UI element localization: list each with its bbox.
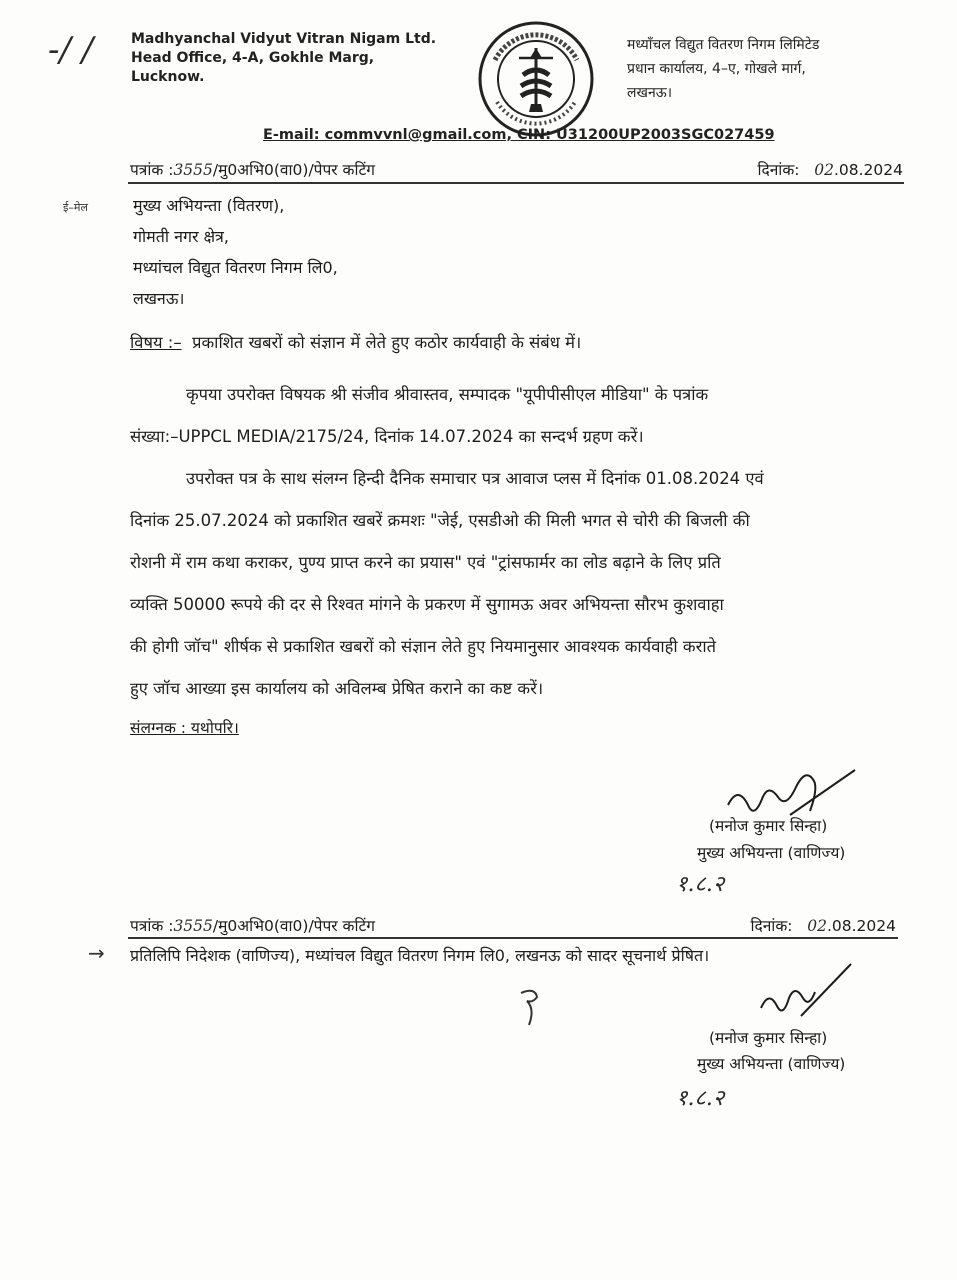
- addressee-line-2: गोमती नगर क्षेत्र,: [133, 227, 229, 246]
- letter-no-handwritten: 3555: [173, 161, 213, 179]
- letterhead-hindi: [627, 33, 819, 105]
- para2-line1: उपरोक्त पत्र के साथ संलग्न हिन्दी दैनिक समाचार पत्र आवाज प्लस में दिनांक 01.08.2024 एवं: [186, 469, 764, 488]
- para2-line4: व्यक्ति 50000 रूपये की दर से रिश्वत मांगने के प्रकरण में सुगामऊ अवर अभियन्ता सौरभ कुशवाहा: [130, 595, 724, 614]
- org-name-hi: मध्यॉंचल विद्युत वितरण निगम लिमिटेड: [627, 37, 820, 53]
- para2-line6: हुए जॉच आख्या इस कार्यालय को अविलम्ब प्रेषित कराने का कष्ट करें।: [130, 679, 544, 698]
- signature-2-icon: [755, 960, 855, 1022]
- addressee-line-4: लखनऊ।: [133, 289, 185, 308]
- date-label-2: दिनांक:: [750, 917, 793, 935]
- para2-line2: दिनांक 25.07.2024 को प्रकाशित खबरें क्रमशः "जेई, एसडीओ की मिली भगत से चोरी की बिजली की: [130, 511, 750, 530]
- arrow-right-icon: →: [88, 941, 105, 965]
- date-handwritten: 02: [814, 161, 834, 179]
- para2-line3: रोशनी में राम कथा कराकर, पुण्य प्राप्त करने का प्रयास" एवं "ट्रांसफार्मर का लोड बढ़ाने के लिए प्रति: [130, 553, 721, 572]
- letter-no-suffix: /मु0अभि0(वा0)/पेपर कटिंग: [212, 161, 376, 179]
- corner-mark: -/ /: [48, 30, 94, 70]
- enclosure: संलग्नक : यथोपरि।: [130, 719, 239, 737]
- signatory-1-designation: मुख्य अभियन्ता (वाणिज्य): [697, 844, 846, 862]
- reference-rule-2: [128, 937, 898, 939]
- org-address-en-2: Lucknow.: [131, 69, 205, 85]
- date-rest: .08.2024: [833, 161, 903, 179]
- org-address-en-1: Head Office, 4-A, Gokhle Marg,: [131, 50, 375, 66]
- email-tag: ई–मेल: [63, 201, 88, 214]
- date-handwritten-2: 02: [807, 917, 827, 935]
- org-address-hi-2: लखनऊ।: [627, 85, 673, 101]
- date-label: दिनांक:: [757, 161, 800, 179]
- org-name-en: Madhyanchal Vidyut Vitran Nigam Ltd.: [131, 31, 437, 47]
- letter-no-suffix-2: /मु0अभि0(वा0)/पेपर कटिंग: [212, 917, 376, 935]
- letter-no-label: पत्रांक :: [130, 161, 174, 179]
- org-address-hi-1: प्रधान कार्यालय, 4–ए, गोखले मार्ग,: [627, 61, 806, 77]
- para1-line1: कृपया उपरोक्त विषयक श्री संजीव श्रीवास्तव, सम्पादक "यूपीपीसीएल मीडिया" के पत्रांक: [186, 385, 709, 404]
- initial-mark-icon: [515, 985, 545, 1027]
- subject-label: विषय :–: [130, 333, 182, 352]
- signature-2-date-handwritten: १.८.२: [676, 1086, 725, 1111]
- signature-1-date-handwritten: १.८.२: [676, 872, 725, 897]
- signatory-2-designation: मुख्य अभियन्ता (वाणिज्य): [697, 1055, 846, 1073]
- signatory-2-name: (मनोज कुमार सिन्हा): [709, 1029, 828, 1047]
- para1-line2: संख्या:–UPPCL MEDIA/2175/24, दिनांक 14.07.2024 का सन्दर्भ ग्रहण करें।: [130, 427, 644, 446]
- date-rest-2: .08.2024: [826, 917, 896, 935]
- letter-no-label-2: पत्रांक :: [130, 917, 174, 935]
- letterhead-english: [131, 30, 436, 87]
- subject-text: प्रकाशित खबरों को संज्ञान में लेते हुए कठोर कार्यवाही के संबंध में।: [192, 333, 582, 352]
- company-logo-icon: [477, 20, 595, 138]
- reference-rule: [128, 182, 904, 184]
- letter-no-handwritten-2: 3555: [173, 917, 213, 935]
- addressee-line-3: मध्यांचल विद्युत वितरण निगम लि0,: [133, 258, 338, 277]
- addressee-line-1: मुख्य अभियन्ता (वितरण),: [133, 196, 285, 215]
- email-cin-line: E-mail: commvvnl@gmail.com, CIN: U31200UP2003SGC027459: [263, 127, 775, 143]
- subject-line: [130, 330, 581, 353]
- para2-line5: की होगी जॉच" शीर्षक से प्रकाशित खबरों को संज्ञान लेते हुए नियमानुसार आवश्यक कार्यवाही कराते: [130, 637, 717, 656]
- copy-to-line: प्रतिलिपि निदेशक (वाणिज्य), मध्यांचल विद्युत वितरण निगम लि0, लखनऊ को सादर सूचनार्थ प्रेषित।: [130, 946, 710, 965]
- signatory-1-name: (मनोज कुमार सिन्हा): [709, 817, 828, 835]
